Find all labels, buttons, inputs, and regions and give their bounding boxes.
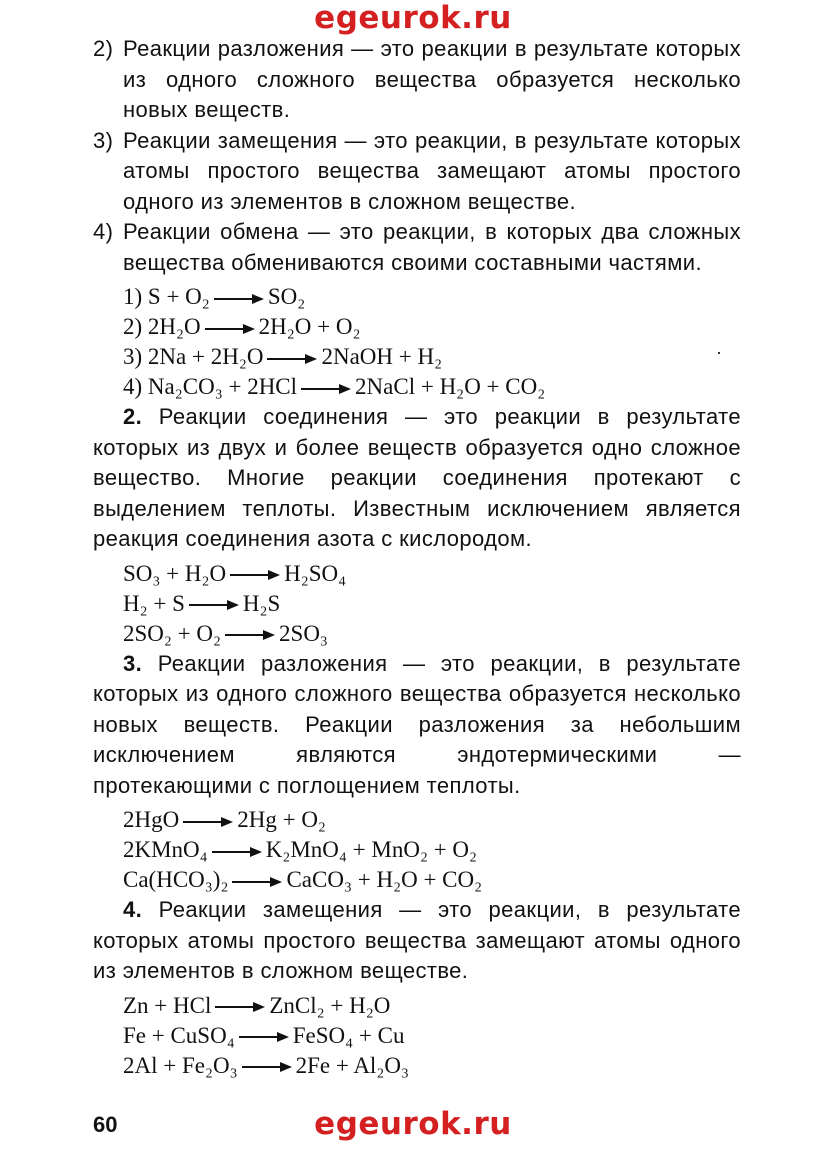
reaction-arrow-icon — [214, 293, 264, 305]
equation-line — [123, 312, 741, 342]
section-number: 4. — [123, 897, 143, 922]
reaction-arrow-icon — [189, 599, 239, 611]
reaction-arrow-icon — [242, 1061, 292, 1073]
definition-text: Реакции обмена — это реакции, в которых два сложных вещества обмениваются своими составными частями. — [123, 219, 741, 275]
equation-line — [123, 835, 741, 865]
equation-reactants: Na₂CO₃ + 2HCl — [147, 374, 298, 399]
equation-number: 2) — [123, 314, 148, 339]
equation-line — [123, 342, 741, 372]
equation-products: FeSO₄ + Cu — [292, 1022, 405, 1048]
section-text: Реакции соединения — это реакции в результате которых из двух и более веществ образуется одно сложное вещество. Многие реакции соединения протекают с выделением теплоты. Известным исключением является реакция соединения азота с кислородом. — [93, 404, 741, 551]
equation-products: CaCO₃ + H₂O + CO₂ — [286, 867, 483, 892]
equation-list — [93, 805, 741, 895]
equation-reactants: 2HgO — [123, 807, 180, 832]
definition-number: 2) — [93, 36, 114, 61]
equation-reactants: SO₃ + H₂O — [123, 560, 227, 586]
equation-number: 3) — [123, 344, 148, 369]
definition-item — [93, 126, 741, 218]
page-number: 60 — [93, 1112, 118, 1137]
equation-line — [123, 372, 741, 402]
definition-number: 3) — [93, 127, 114, 153]
section-4-paragraph — [93, 895, 741, 987]
equation-number: 1) — [123, 284, 148, 309]
equation-line — [123, 589, 741, 619]
equation-reactants: 2SO₂ + O₂ — [123, 620, 222, 646]
equation-products: K₂MnO₄ + MnO₂ + O₂ — [265, 837, 478, 862]
equation-products: SO₂ — [267, 284, 306, 309]
equation-list — [93, 991, 741, 1081]
equation-products: 2H₂O + O₂ — [258, 314, 361, 339]
equation-line — [123, 282, 741, 312]
reaction-arrow-icon — [225, 629, 275, 641]
speck — [718, 352, 720, 354]
equation-reactants: S + O₂ — [147, 284, 210, 309]
equation-products: 2NaCl + H₂O + CO₂ — [355, 374, 546, 399]
reaction-arrow-icon — [267, 353, 317, 365]
equation-line — [123, 805, 741, 835]
watermark-top[interactable]: egeurok.ru — [314, 0, 512, 36]
section-number: 3. — [123, 650, 143, 676]
equation-number: 4) — [123, 374, 148, 399]
equation-list — [93, 559, 741, 649]
equation-products: H₂SO₄ — [284, 560, 347, 586]
definition-item — [93, 217, 741, 278]
section-text: Реакции разложения — это реакции, в результате которых из одного сложного вещества образуется несколько новых веществ. Реакции разложения за небольшим исключением являются эндотермическими — протекающими с поглощением теплоты. — [93, 650, 741, 798]
reaction-arrow-icon — [215, 1001, 265, 1013]
section-3-paragraph — [93, 649, 741, 802]
equation-products: ZnCl₂ + H₂O — [269, 992, 391, 1018]
equation-reactants: 2Al + Fe₂O₃ — [123, 1052, 238, 1078]
equation-list — [93, 282, 741, 402]
definition-item — [93, 34, 741, 126]
reaction-arrow-icon — [232, 876, 282, 888]
equation-reactants: Fe + CuSO₄ — [123, 1022, 235, 1048]
section-2-paragraph — [93, 402, 741, 555]
section-number: 2. — [123, 404, 143, 429]
equation-line — [123, 559, 741, 589]
equation-reactants: Zn + HCl — [123, 992, 212, 1018]
reaction-arrow-icon — [212, 846, 262, 858]
equation-reactants: 2Na + 2H₂O — [147, 344, 264, 369]
definition-text: Реакции разложения — это реакции в результате которых из одного сложного вещества образуется несколько новых веществ. — [123, 36, 741, 122]
equation-line — [123, 619, 741, 649]
reaction-arrow-icon — [239, 1031, 289, 1043]
equation-products: 2Hg + O₂ — [237, 807, 326, 832]
reaction-arrow-icon — [301, 383, 351, 395]
equation-reactants: 2KMnO₄ — [123, 837, 208, 862]
equation-reactants: H₂ + S — [123, 590, 185, 616]
equation-reactants: 2H₂O — [147, 314, 201, 339]
reaction-arrow-icon — [183, 816, 233, 828]
equation-products: 2SO₃ — [279, 620, 328, 646]
page-content — [93, 34, 741, 1081]
equation-line — [123, 991, 741, 1021]
equation-products: 2Fe + Al₂O₃ — [295, 1052, 409, 1078]
reaction-arrow-icon — [205, 323, 255, 335]
equation-reactants: Ca(HCO₃)₂ — [123, 867, 229, 892]
equation-products: H₂S — [242, 590, 281, 616]
equation-line — [123, 1021, 741, 1051]
equation-line — [123, 865, 741, 895]
watermark-bottom[interactable]: egeurok.ru — [314, 1106, 512, 1142]
equation-products: 2NaOH + H₂ — [321, 344, 443, 369]
definition-number: 4) — [93, 219, 114, 244]
section-text: Реакции замещения — это реакции, в результате которых атомы простого вещества замещают атомы одного из элементов в сложном веществе. — [93, 897, 741, 983]
definition-text: Реакции замещения — это реакции, в результате которых атомы простого вещества замещают атомы простого одного из элементов в сложном веществе. — [123, 127, 741, 214]
equation-line — [123, 1051, 741, 1081]
reaction-arrow-icon — [230, 569, 280, 581]
